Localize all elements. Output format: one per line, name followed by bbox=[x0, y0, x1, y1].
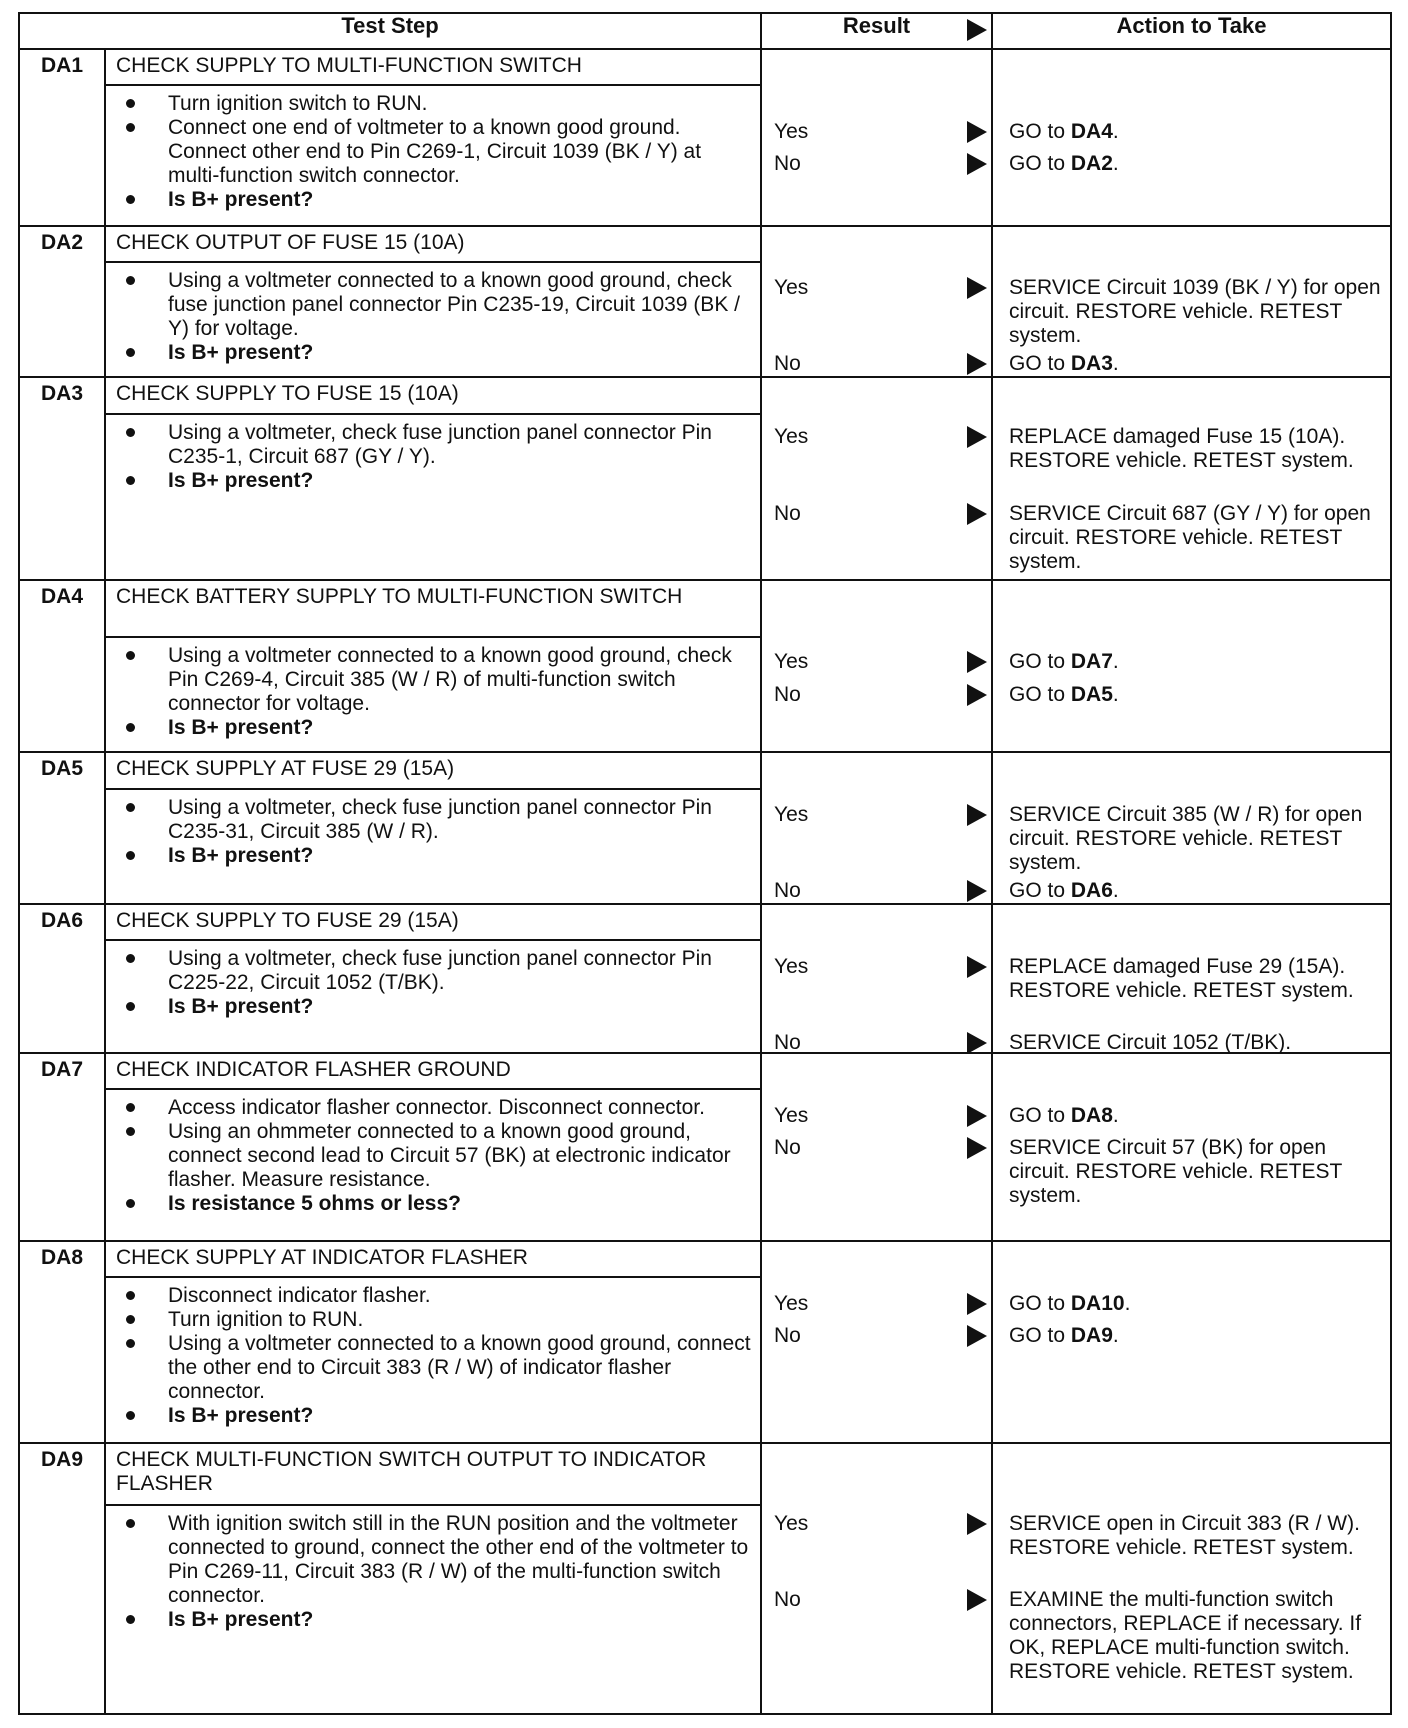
action-instruction: GO to bbox=[1009, 682, 1071, 706]
result-label: Yes bbox=[774, 120, 809, 143]
step-instructions bbox=[105, 85, 761, 226]
step-id: DA2 bbox=[19, 226, 105, 262]
arrow-right-icon bbox=[967, 1105, 987, 1127]
result-label: No bbox=[774, 351, 801, 375]
action-end: . bbox=[1112, 152, 1119, 175]
step-instructions bbox=[105, 940, 761, 1053]
action-end: . bbox=[1112, 879, 1119, 903]
action-instruction: GO to bbox=[1009, 1323, 1071, 1347]
result-label: No bbox=[774, 1030, 801, 1054]
header-result bbox=[761, 13, 992, 49]
step-title-row bbox=[19, 226, 1391, 262]
action-target-step: DA6 bbox=[1070, 879, 1113, 903]
result-label: Yes bbox=[774, 1104, 809, 1128]
result-label: No bbox=[774, 682, 801, 706]
action-target-step: DA10 bbox=[1070, 1291, 1125, 1315]
action-instruction: SERVICE Circuit 1039 (BK / Y) for open circuit. RESTORE vehicle. RETEST system. bbox=[1009, 275, 1381, 347]
step-title-row bbox=[19, 580, 1391, 638]
action-text bbox=[1009, 1292, 1382, 1316]
action-cell bbox=[992, 904, 1391, 1053]
result-cell bbox=[761, 904, 992, 1053]
step-title-row bbox=[19, 377, 1391, 413]
action-end: . bbox=[1124, 1291, 1131, 1315]
action-cell bbox=[992, 1443, 1391, 1714]
step-title-row bbox=[19, 49, 1391, 85]
instruction-bullet: Connect one end of voltmeter to a known good ground. Connect other end to Pin C269-1, Circuit 1039 (BK / Y) at multi-function switch connector. bbox=[168, 116, 752, 188]
arrow-right-icon bbox=[967, 1293, 987, 1315]
action-cell bbox=[992, 1053, 1391, 1241]
step-id: DA8 bbox=[19, 1241, 105, 1277]
result-label: No bbox=[774, 1323, 801, 1347]
result-label: No bbox=[774, 1588, 801, 1612]
result-label: Yes bbox=[774, 275, 809, 299]
action-instruction: GO to bbox=[1009, 649, 1071, 673]
step-id-spacer bbox=[19, 1277, 105, 1443]
step-instructions bbox=[105, 262, 761, 377]
action-target-step: DA7 bbox=[1070, 649, 1113, 673]
action-instruction: SERVICE Circuit 57 (BK) for open circuit. RESTORE vehicle. RETEST system. bbox=[1009, 1136, 1342, 1208]
action-end: . bbox=[1112, 682, 1119, 706]
instruction-bullet: Using a voltmeter, check fuse junction panel connector Pin C235-1, Circuit 687 (GY / Y). bbox=[168, 421, 752, 469]
header-action: Action to Take bbox=[992, 13, 1391, 49]
step-id: DA5 bbox=[19, 752, 105, 788]
instruction-bullet: Access indicator flasher connector. Disconnect connector. bbox=[168, 1096, 752, 1120]
header-row bbox=[19, 13, 1391, 49]
result-label: Yes bbox=[774, 425, 809, 449]
step-instructions bbox=[105, 1505, 761, 1714]
action-text bbox=[1009, 1031, 1382, 1055]
action-text bbox=[1009, 955, 1382, 1003]
action-text bbox=[1009, 425, 1382, 473]
step-id-spacer bbox=[19, 940, 105, 1053]
step-title: CHECK SUPPLY AT INDICATOR FLASHER bbox=[105, 1241, 761, 1277]
action-instruction: GO to bbox=[1009, 351, 1071, 375]
arrow-right-icon bbox=[967, 956, 987, 978]
step-instructions bbox=[105, 637, 761, 752]
instruction-bullet: Using a voltmeter connected to a known good ground, check fuse junction panel connector Pin C235-19, Circuit 1039 (BK / Y) for voltage. bbox=[168, 269, 752, 341]
action-text bbox=[1009, 1324, 1382, 1348]
bullet-list bbox=[114, 796, 752, 868]
arrow-right-icon bbox=[967, 19, 987, 41]
step-title-row bbox=[19, 1053, 1391, 1089]
step-title: CHECK OUTPUT OF FUSE 15 (10A) bbox=[105, 226, 761, 262]
action-text bbox=[1009, 352, 1382, 376]
arrow-right-icon bbox=[967, 804, 987, 826]
step-title: CHECK SUPPLY TO MULTI-FUNCTION SWITCH bbox=[105, 49, 761, 85]
arrow-right-icon bbox=[967, 353, 987, 375]
result-label: Yes bbox=[774, 1512, 809, 1536]
result-label: No bbox=[774, 1136, 801, 1160]
action-cell bbox=[992, 580, 1391, 753]
step-title: CHECK BATTERY SUPPLY TO MULTI-FUNCTION SWITCH bbox=[105, 580, 761, 638]
action-text bbox=[1009, 879, 1382, 903]
action-instruction: GO to bbox=[1009, 1291, 1071, 1315]
action-instruction: GO to bbox=[1009, 120, 1071, 143]
check-question: Is B+ present? bbox=[168, 716, 752, 740]
step-id: DA7 bbox=[19, 1053, 105, 1089]
action-target-step: DA4 bbox=[1070, 120, 1113, 143]
instruction-bullet: Using a voltmeter, check fuse junction panel connector Pin C235-31, Circuit 385 (W / R). bbox=[168, 796, 752, 844]
action-text bbox=[1009, 276, 1382, 348]
bullet-list bbox=[114, 269, 752, 365]
action-instruction: SERVICE open in Circuit 383 (R / W). RESTORE vehicle. RETEST system. bbox=[1009, 1512, 1360, 1560]
result-label: Yes bbox=[774, 803, 809, 827]
arrow-right-icon bbox=[967, 684, 987, 706]
instruction-bullet: Disconnect indicator flasher. bbox=[168, 1284, 752, 1308]
action-cell bbox=[992, 226, 1391, 377]
instruction-bullet: Turn ignition switch to RUN. bbox=[168, 92, 752, 116]
action-end: . bbox=[1112, 351, 1119, 375]
action-instruction: REPLACE damaged Fuse 29 (15A). RESTORE vehicle. RETEST system. bbox=[1009, 954, 1354, 1002]
bullet-list bbox=[114, 421, 752, 493]
step-id-spacer bbox=[19, 789, 105, 904]
step-title: CHECK INDICATOR FLASHER GROUND bbox=[105, 1053, 761, 1089]
arrow-right-icon bbox=[967, 153, 987, 175]
action-instruction: SERVICE Circuit 687 (GY / Y) for open circuit. RESTORE vehicle. RETEST system. bbox=[1009, 502, 1371, 574]
arrow-right-icon bbox=[967, 1325, 987, 1347]
action-instruction: GO to bbox=[1009, 879, 1071, 903]
header-test-step: Test Step bbox=[19, 13, 761, 49]
action-instruction: EXAMINE the multi-function switch connectors, REPLACE if necessary. If OK, REPLACE multi-function switch. RESTORE vehicle. RETEST system. bbox=[1009, 1588, 1362, 1684]
step-instructions bbox=[105, 1089, 761, 1240]
instruction-bullet: Using a voltmeter connected to a known good ground, connect the other end to Circuit 383 (R / W) of indicator flasher connector. bbox=[168, 1331, 751, 1403]
bullet-list bbox=[114, 1096, 752, 1216]
action-target-step: DA8 bbox=[1070, 1104, 1113, 1128]
result-cell bbox=[761, 1443, 992, 1714]
step-id: DA3 bbox=[19, 377, 105, 413]
step-id: DA9 bbox=[19, 1443, 105, 1505]
instruction-bullet: Using a voltmeter connected to a known good ground, check Pin C269-4, Circuit 385 (W / R) of multi-function switch connector for voltage. bbox=[168, 644, 752, 716]
result-cell bbox=[761, 377, 992, 580]
instruction-bullet: Turn ignition to RUN. bbox=[168, 1308, 752, 1332]
result-cell bbox=[761, 226, 992, 377]
action-end: . bbox=[1112, 1323, 1119, 1347]
result-cell bbox=[761, 1053, 992, 1241]
instruction-bullet: With ignition switch still in the RUN position and the voltmeter connected to ground, connect the other end of the voltmeter to Pin C269-11, Circuit 383 (R / W) of the multi-function switch connector. bbox=[168, 1512, 752, 1608]
step-id-spacer bbox=[19, 1505, 105, 1714]
result-label: Yes bbox=[774, 954, 809, 978]
action-instruction: GO to bbox=[1009, 152, 1071, 175]
action-target-step: DA3 bbox=[1070, 351, 1113, 375]
action-instruction: GO to bbox=[1009, 1104, 1071, 1128]
action-cell bbox=[992, 49, 1391, 226]
arrow-right-icon bbox=[967, 1137, 987, 1159]
action-text bbox=[1009, 1136, 1382, 1208]
step-title-row bbox=[19, 1443, 1391, 1505]
result-label: No bbox=[774, 502, 801, 526]
header-result-label: Result bbox=[842, 13, 911, 38]
step-title: CHECK SUPPLY TO FUSE 29 (15A) bbox=[105, 904, 761, 940]
arrow-right-icon bbox=[967, 1589, 987, 1611]
step-instructions bbox=[105, 414, 761, 580]
step-id: DA1 bbox=[19, 49, 105, 85]
bullet-list bbox=[114, 1512, 752, 1632]
action-instruction: REPLACE damaged Fuse 15 (10A). RESTORE vehicle. RETEST system. bbox=[1009, 425, 1354, 473]
action-instruction: SERVICE Circuit 1052 (T/BK). bbox=[1009, 1030, 1292, 1054]
check-question: Is B+ present? bbox=[168, 469, 752, 493]
check-question: Is B+ present? bbox=[168, 995, 752, 1019]
arrow-right-icon bbox=[967, 503, 987, 525]
step-instructions bbox=[105, 1277, 761, 1443]
step-title: CHECK SUPPLY AT FUSE 29 (15A) bbox=[105, 752, 761, 788]
action-text bbox=[1009, 683, 1382, 707]
action-cell bbox=[992, 1241, 1391, 1444]
steps-body bbox=[19, 49, 1391, 1714]
bullet-list bbox=[114, 644, 752, 740]
result-cell bbox=[761, 752, 992, 903]
step-title: CHECK MULTI-FUNCTION SWITCH OUTPUT TO INDICATOR FLASHER bbox=[105, 1443, 761, 1505]
step-id-spacer bbox=[19, 1089, 105, 1240]
result-cell bbox=[761, 49, 992, 226]
action-cell bbox=[992, 377, 1391, 580]
step-id-spacer bbox=[19, 85, 105, 226]
action-text bbox=[1009, 502, 1382, 574]
action-target-step: DA5 bbox=[1070, 682, 1113, 706]
arrow-right-icon bbox=[967, 1513, 987, 1535]
result-label: No bbox=[774, 152, 801, 175]
arrow-right-icon bbox=[967, 426, 987, 448]
action-cell bbox=[992, 752, 1391, 903]
step-title-row bbox=[19, 752, 1391, 788]
action-text bbox=[1009, 1104, 1382, 1128]
instruction-bullet: Using a voltmeter, check fuse junction panel connector Pin C225-22, Circuit 1052 (T/BK). bbox=[168, 947, 752, 995]
result-label: Yes bbox=[774, 649, 809, 673]
action-instruction: SERVICE Circuit 385 (W / R) for open circuit. RESTORE vehicle. RETEST system. bbox=[1009, 803, 1363, 875]
check-question: Is B+ present? bbox=[168, 1404, 752, 1428]
step-id-spacer bbox=[19, 637, 105, 752]
instruction-bullet: Using an ohmmeter connected to a known good ground, connect second lead to Circuit 57 (BK) at electronic indicator flasher. Measure resistance. bbox=[168, 1120, 752, 1192]
step-title: CHECK SUPPLY TO FUSE 15 (10A) bbox=[105, 377, 761, 413]
action-end: . bbox=[1112, 120, 1119, 143]
action-text bbox=[1009, 803, 1382, 875]
result-cell bbox=[761, 580, 992, 753]
action-end: . bbox=[1112, 1104, 1119, 1128]
action-text bbox=[1009, 152, 1382, 176]
action-text bbox=[1009, 1512, 1382, 1560]
step-id: DA4 bbox=[19, 580, 105, 638]
step-instructions bbox=[105, 789, 761, 904]
step-id: DA6 bbox=[19, 904, 105, 940]
result-cell bbox=[761, 1241, 992, 1444]
step-title-row bbox=[19, 1241, 1391, 1277]
result-label: Yes bbox=[774, 1291, 809, 1315]
bullet-list bbox=[114, 1284, 752, 1428]
action-target-step: DA2 bbox=[1070, 152, 1113, 175]
arrow-right-icon bbox=[967, 121, 987, 143]
bullet-list bbox=[114, 92, 752, 212]
bullet-list bbox=[114, 947, 752, 1019]
result-label: No bbox=[774, 879, 801, 903]
arrow-right-icon bbox=[967, 651, 987, 673]
step-title-row bbox=[19, 904, 1391, 940]
step-id-spacer bbox=[19, 262, 105, 377]
arrow-right-icon bbox=[967, 880, 987, 902]
check-question: Is B+ present? bbox=[168, 341, 752, 365]
action-end: . bbox=[1112, 649, 1119, 673]
check-question: Is B+ present? bbox=[168, 188, 752, 212]
arrow-right-icon bbox=[967, 1032, 987, 1054]
arrow-right-icon bbox=[967, 277, 987, 299]
check-question: Is resistance 5 ohms or less? bbox=[168, 1192, 752, 1216]
diagnostic-table bbox=[18, 12, 1392, 1715]
step-id-spacer bbox=[19, 414, 105, 580]
check-question: Is B+ present? bbox=[168, 1608, 752, 1632]
action-text bbox=[1009, 1588, 1382, 1684]
action-text bbox=[1009, 120, 1382, 144]
check-question: Is B+ present? bbox=[168, 844, 752, 868]
action-text bbox=[1009, 650, 1382, 674]
action-target-step: DA9 bbox=[1070, 1323, 1113, 1347]
